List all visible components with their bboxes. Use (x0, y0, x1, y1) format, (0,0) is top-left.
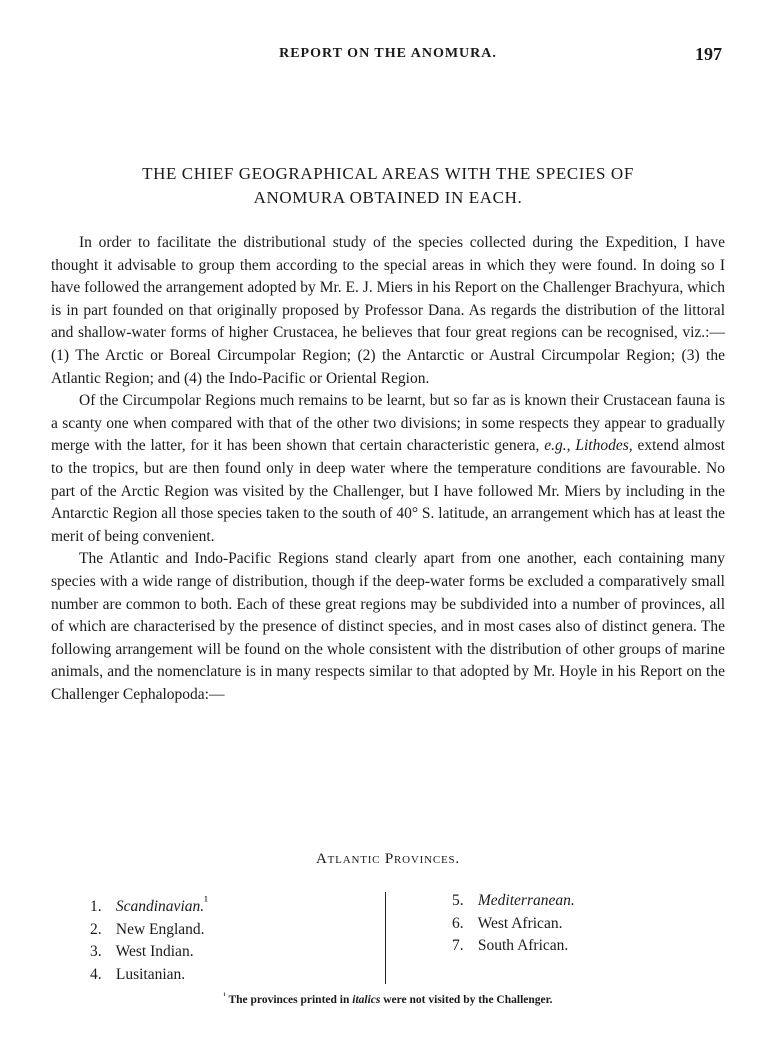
province-item (452, 913, 712, 936)
paragraph-3: The Atlantic and Indo-Pacific Regions stand clearly apart from one another, each containing many species with a wide range of distribution, though if the deep-water forms be excluded a comparatively small number are common to both. Each of these great regions may be subdivided into a number of provinces, all of which are characterised by the presence of distinct species, and in most cases also of distinct genera. The following arrangement will be found on the whole consistent with the distribution of other groups of marine animals, and the nomenclature is in many respects similar to that adopted by Mr. Hoyle in his Report on the Challenger Cephalopoda:— (51, 550, 725, 703)
footnote (0, 991, 776, 1006)
province-name: New England. (115, 920, 205, 938)
province-item (452, 935, 712, 958)
running-head (0, 44, 776, 68)
province-name: West Indian. (115, 943, 194, 961)
body-text (51, 232, 725, 706)
running-title: REPORT ON THE ANOMURA. (279, 46, 497, 61)
province-item (90, 964, 360, 987)
province-number: 2. (90, 920, 102, 938)
chapter-title-line-2: ANOMURA OBTAINED IN EACH. (253, 188, 523, 207)
province-number: 4. (90, 965, 102, 983)
paragraph-1: In order to facilitate the distributional study of the species collected during the Expedition, I have thought it advisable to group them according to the special areas in which they were found. In doing so I have followed the arrangement adopted by Mr. E. J. Miers in his Report on the Challenger Brachyura, which is in part founded on that originally proposed by Professor Dana. As regards the distribution of the littoral and shallow-water forms of higher Crustacea, he believes that four great regions can be recognised, viz.:—(1) The Arctic or Boreal Circumpolar Region; (2) the Antarctic or Austral Circumpolar Region; (3) the Atlantic Region; and (4) the Indo-Pacific or Oriental Region. (51, 234, 725, 387)
province-item (90, 919, 360, 942)
page-number: 197 (695, 44, 722, 64)
paragraph-2-part-2: extend almost to the tropics, but are then found only in deep water where the temperature conditions are favourable. No part of the Arctic Region was visited by the Challenger, but I have followed Mr. Miers by including in the Antarctic Region all those species taken to the south of 40° S. latitude, an arrangement which has at least the merit of being convenient. (51, 437, 725, 545)
province-number: 3. (90, 943, 102, 961)
paragraph-2 (51, 390, 725, 548)
province-name: Scandinavian. (115, 898, 205, 916)
province-item (90, 941, 360, 964)
province-number: 1. (90, 898, 102, 916)
footnote-number: ¹ (223, 991, 226, 1000)
footnote-italics-word: italics (352, 993, 381, 1006)
province-number: 5. (452, 892, 464, 909)
paragraph-2-part-1: Of the Circumpolar Regions much remains to be learnt, but so far as is known their Crustacean fauna is a scanty one when compared with that of the other two divisions; in some respects they appear to gradually merge with the latter, for it has been shown that certain characteristic genera, (51, 392, 725, 455)
province-name: Lusitanian. (115, 965, 186, 983)
province-item (452, 890, 712, 913)
province-name: South African. (477, 937, 569, 954)
chapter-title-line-1: THE CHIEF GEOGRAPHICAL AREAS WITH THE SPECIES OF (142, 164, 634, 183)
footnote-mark: ¹ (204, 893, 208, 908)
atlantic-provinces-heading: Atlantic Provinces. (316, 851, 460, 867)
footnote-text-1: The provinces printed in (225, 993, 353, 1006)
footnote-text-2: were not visited by the Challenger. (380, 993, 553, 1006)
province-item (90, 890, 360, 919)
province-name: West African. (477, 914, 563, 932)
chapter-title (40, 162, 736, 210)
provinces-left-column (90, 890, 360, 986)
eg-abbreviation: e.g., (544, 437, 571, 455)
province-number: 6. (452, 914, 464, 932)
provinces-right-column (452, 890, 712, 958)
column-divider (385, 892, 386, 984)
genus-lithodes: Lithodes, (575, 437, 633, 455)
province-number: 7. (452, 937, 464, 954)
province-name: Mediterranean. (477, 892, 575, 909)
